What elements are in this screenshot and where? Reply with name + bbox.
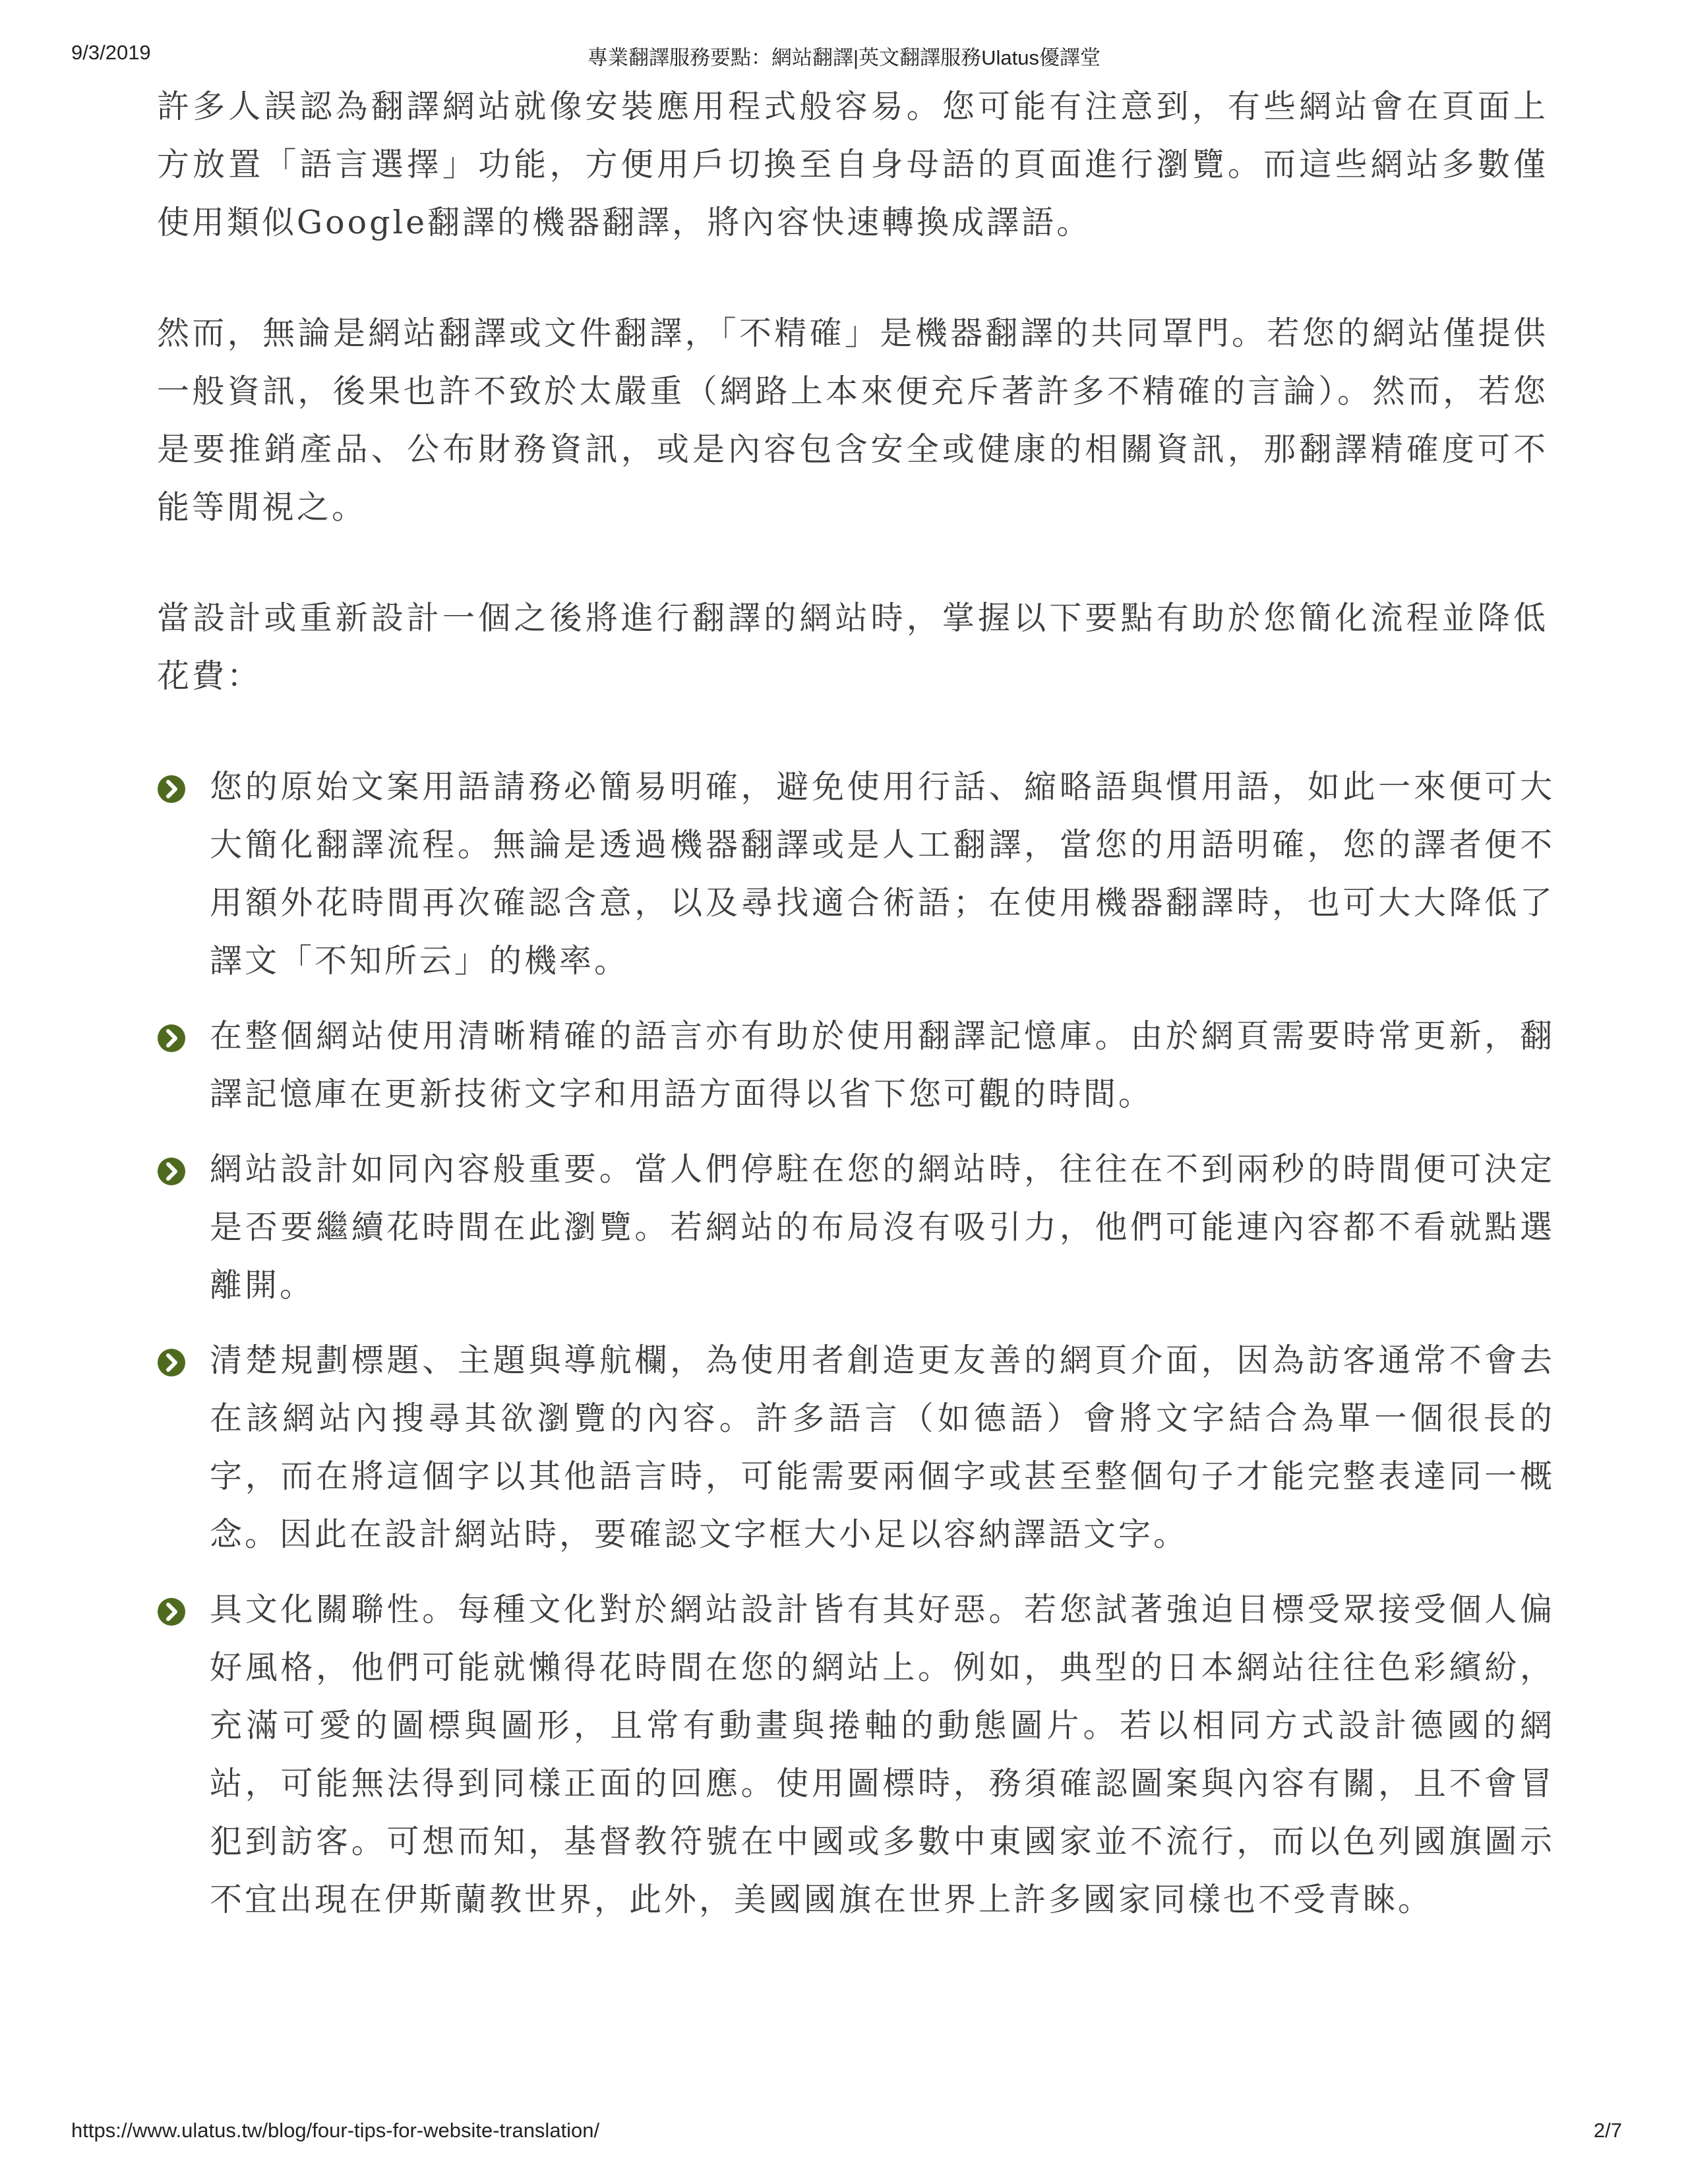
print-page-title: 專業翻譯服務要點：網站翻譯|英文翻譯服務Ulatus優譯堂 <box>588 46 1100 69</box>
list-item-text: 清楚規劃標題、主題與導航欄，為使用者創造更友善的網頁介面，因為訪客通常不會去在該網站內搜尋其欲瀏覽的內容。許多語言（如德語）會將文字結合為單一個很長的字，而在將這個字以其他語言時，可能需要兩個字或甚至整個句子才能完整表達同一概念。因此在設計網站時，要確認文字框大小足以容納譯語文字。 <box>210 1342 1555 1553</box>
chevron-circle-right-icon <box>157 1597 186 1626</box>
list-item <box>157 1581 1555 1929</box>
list-item <box>157 1332 1555 1564</box>
list-item <box>157 758 1555 990</box>
list-item-text: 網站設計如同內容般重要。當人們停駐在您的網站時，往往在不到兩秒的時間便可決定是否要繼續花時間在此瀏覽。若網站的布局沒有吸引力，他們可能連內容都不看就點選離開。 <box>210 1150 1555 1304</box>
article-paragraph: 當設計或重新設計一個之後將進行翻譯的網站時，掌握以下要點有助於您簡化流程並降低花費： <box>157 599 1548 695</box>
chevron-circle-right-icon <box>157 1157 186 1186</box>
page-url-link[interactable]: https://www.ulatus.tw/blog/four-tips-for-website-translation/ <box>71 2119 600 2142</box>
list-item <box>157 1007 1555 1123</box>
print-date: 9/3/2019 <box>71 41 151 64</box>
article-body <box>157 78 1555 1946</box>
page-number: 2/7 <box>1593 2119 1622 2142</box>
list-item <box>157 1140 1555 1314</box>
list-item-text: 具文化關聯性。每種文化對於網站設計皆有其好惡。若您試著強迫目標受眾接受個人偏好風格，他們可能就懶得花時間在您的網站上。例如，典型的日本網站往往色彩繽紛，充滿可愛的圖標與圖形，且常有動畫與捲軸的動態圖片。若以相同方式設計德國的網站，可能無法得到同樣正面的回應。使用圖標時，務須確認圖案與內容有關，且不會冒犯到訪客。可想而知，基督教符號在中國或多數中東國家並不流行，而以色列國旗圖示不宜出現在伊斯蘭教世界，此外，美國國旗在世界上許多國家同樣也不受青睞。 <box>210 1591 1555 1918</box>
article-paragraph: 然而，無論是網站翻譯或文件翻譯，「不精確」是機器翻譯的共同罩門。若您的網站僅提供一般資訊，後果也許不致於太嚴重（網路上本來便充斥著許多不精確的言論）。然而，若您是要推銷產品、公布財務資訊，或是內容包含安全或健康的相關資訊，那翻譯精確度可不能等閒視之。 <box>157 314 1548 526</box>
print-header <box>0 41 1688 67</box>
list-item-text: 您的原始文案用語請務必簡易明確，避免使用行話、縮略語與慣用語，如此一來便可大大簡化翻譯流程。無論是透過機器翻譯或是人工翻譯，當您的用語明確，您的譯者便不用額外花時間再次確認含意，以及尋找適合術語；在使用機器翻譯時，也可大大降低了譯文「不知所云」的機率。 <box>210 768 1555 980</box>
chevron-circle-right-icon <box>157 775 186 804</box>
chevron-circle-right-icon <box>157 1024 186 1053</box>
list-item-text: 在整個網站使用清晰精確的語言亦有助於使用翻譯記憶庫。由於網頁需要時常更新，翻譯記憶庫在更新技術文字和用語方面得以省下您可觀的時間。 <box>210 1017 1555 1113</box>
article-paragraph: 許多人誤認為翻譯網站就像安裝應用程式般容易。您可能有注意到，有些網站會在頁面上方放置「語言選擇」功能，方便用戶切換至自身母語的頁面進行瀏覽。而這些網站多數僅使用類似Google翻譯的機器翻譯，將內容快速轉換成譯語。 <box>157 88 1548 241</box>
chevron-circle-right-icon <box>157 1348 186 1377</box>
tips-list <box>157 758 1555 1929</box>
